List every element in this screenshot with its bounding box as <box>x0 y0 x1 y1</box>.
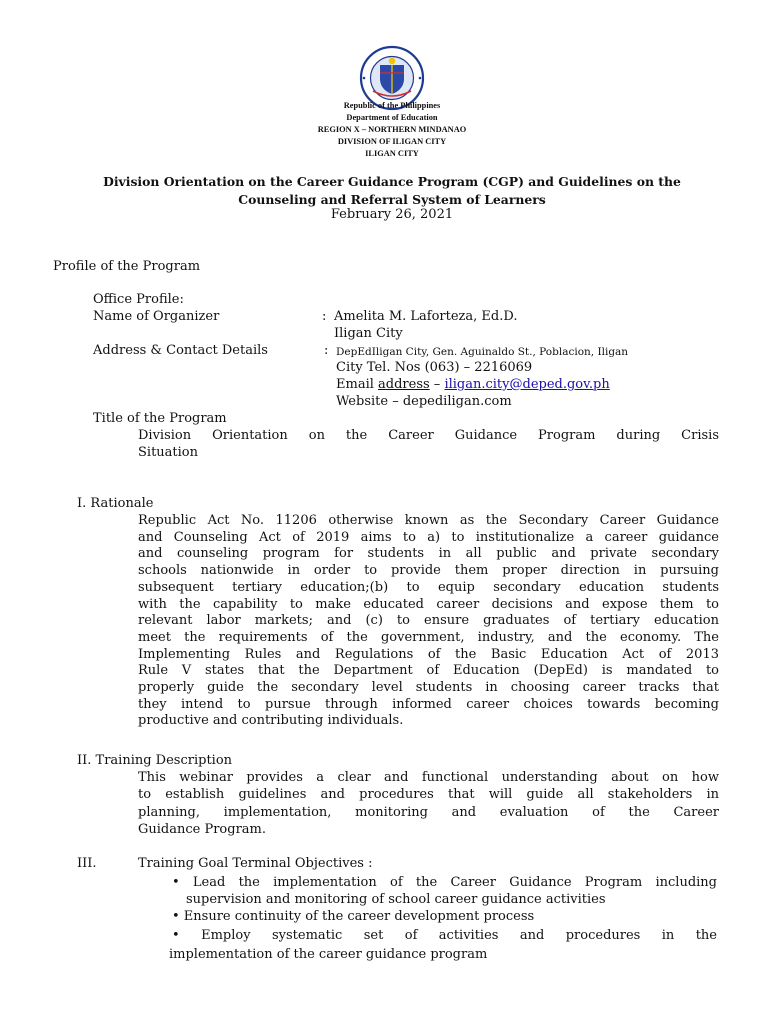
rationale-line: they intend to pursue through informed career choices towards becoming <box>138 696 719 712</box>
goal-number: III. <box>77 856 97 871</box>
rationale-line: with the capability to make educated career decisions and expose them to <box>138 596 719 612</box>
bullet-item-1-line1: • Lead the implementation of the Career Guidance Program including <box>172 875 717 890</box>
email-row <box>336 377 610 394</box>
bullet-item-3-line1: • Employ systematic set of activities and procedures in the <box>172 928 717 943</box>
header-division: DIVISION OF ILIGAN CITY <box>337 137 447 146</box>
document-title-line1: Division Orientation on the Career Guidance Program (CGP) and Guidelines on the <box>103 174 681 189</box>
organizer-colon: : <box>322 309 327 324</box>
training-line: This webinar provides a clear and functional understanding about on how <box>138 770 719 785</box>
rationale-line: Republic Act No. 11206 otherwise known as the Secondary Career Guidance <box>138 513 719 528</box>
email-link[interactable]: iligan.city@deped.gov.ph <box>444 377 610 392</box>
program-title-line2: Situation <box>138 445 198 460</box>
address-value: DepEdIligan City, Gen. Aguinaldo St., Poblacion, Iligan <box>336 346 629 358</box>
address-label: Address & Contact Details <box>93 343 268 358</box>
document-date: February 26, 2021 <box>330 207 454 222</box>
program-title-label: Title of the Program <box>93 411 227 426</box>
organizer-name: Amelita M. Laforteza, Ed.D. <box>334 309 518 324</box>
profile-heading: Profile of the Program <box>53 259 201 274</box>
organizer-city: Iligan City <box>334 326 403 341</box>
goal-heading: Training Goal Terminal Objectives : <box>138 856 373 871</box>
bullet-item-2: • Ensure continuity of the career development process <box>172 909 535 924</box>
website-value: Website – depediligan.com <box>336 394 512 409</box>
rationale-heading: I. Rationale <box>77 496 154 511</box>
rationale-line: subsequent tertiary education;(b) to equip secondary education students <box>138 579 719 595</box>
organizer-label: Name of Organizer <box>93 309 220 324</box>
program-title-line1: Division Orientation on the Career Guidance Program during Crisis <box>138 428 719 443</box>
rationale-line: relevant labor markets; and (c) to ensure graduates of tertiary education <box>138 613 719 629</box>
rationale-line: Implementing Rules and Regulations of the Basic Education Act of 2013 <box>138 646 719 662</box>
email-dash: – <box>429 377 445 392</box>
header-department: Department of Education <box>346 113 438 122</box>
rationale-line: productive and contributing individuals. <box>138 713 404 729</box>
email-prefix: Email <box>336 377 379 392</box>
training-line: planning, implementation, monitoring and evaluation of the Career <box>138 804 719 820</box>
rationale-line: and counseling program for students in all public and private secondary <box>138 546 719 562</box>
rationale-line: Rule V states that the Department of Education (DepEd) is mandated to <box>138 663 719 679</box>
rationale-line: meet the requirements of the government, industry, and the economy. The <box>138 629 719 645</box>
office-profile-label: Office Profile: <box>93 292 184 307</box>
email-address-word: address <box>378 377 430 392</box>
bullet-item-1-line2: supervision and monitoring of school career guidance activities <box>186 892 606 907</box>
header-city: ILIGAN CITY <box>365 149 419 158</box>
address-colon: : <box>324 343 329 358</box>
rationale-line: schools nationwide in order to provide them proper direction in pursuing <box>138 563 719 579</box>
document-title-line2: Counseling and Referral System of Learners <box>238 192 546 207</box>
training-line: to establish guidelines and procedures that will guide all stakeholders in <box>138 787 719 803</box>
training-line: Guidance Program. <box>138 821 267 837</box>
header-region: REGION X – NORTHERN MINDANAO <box>317 125 467 134</box>
bullet-item-3-line2: implementation of the career guidance program <box>169 947 488 962</box>
rationale-line: and Counseling Act of 2019 aims to a) to institutionalize a career guidance <box>138 529 719 545</box>
header-republic: Republic of the Philippines <box>343 101 441 110</box>
training-heading: II. Training Description <box>77 753 233 768</box>
telephone-value: City Tel. Nos (063) – 2216069 <box>336 360 533 375</box>
rationale-line: properly guide the secondary level students in choosing career tracks that <box>138 680 719 695</box>
